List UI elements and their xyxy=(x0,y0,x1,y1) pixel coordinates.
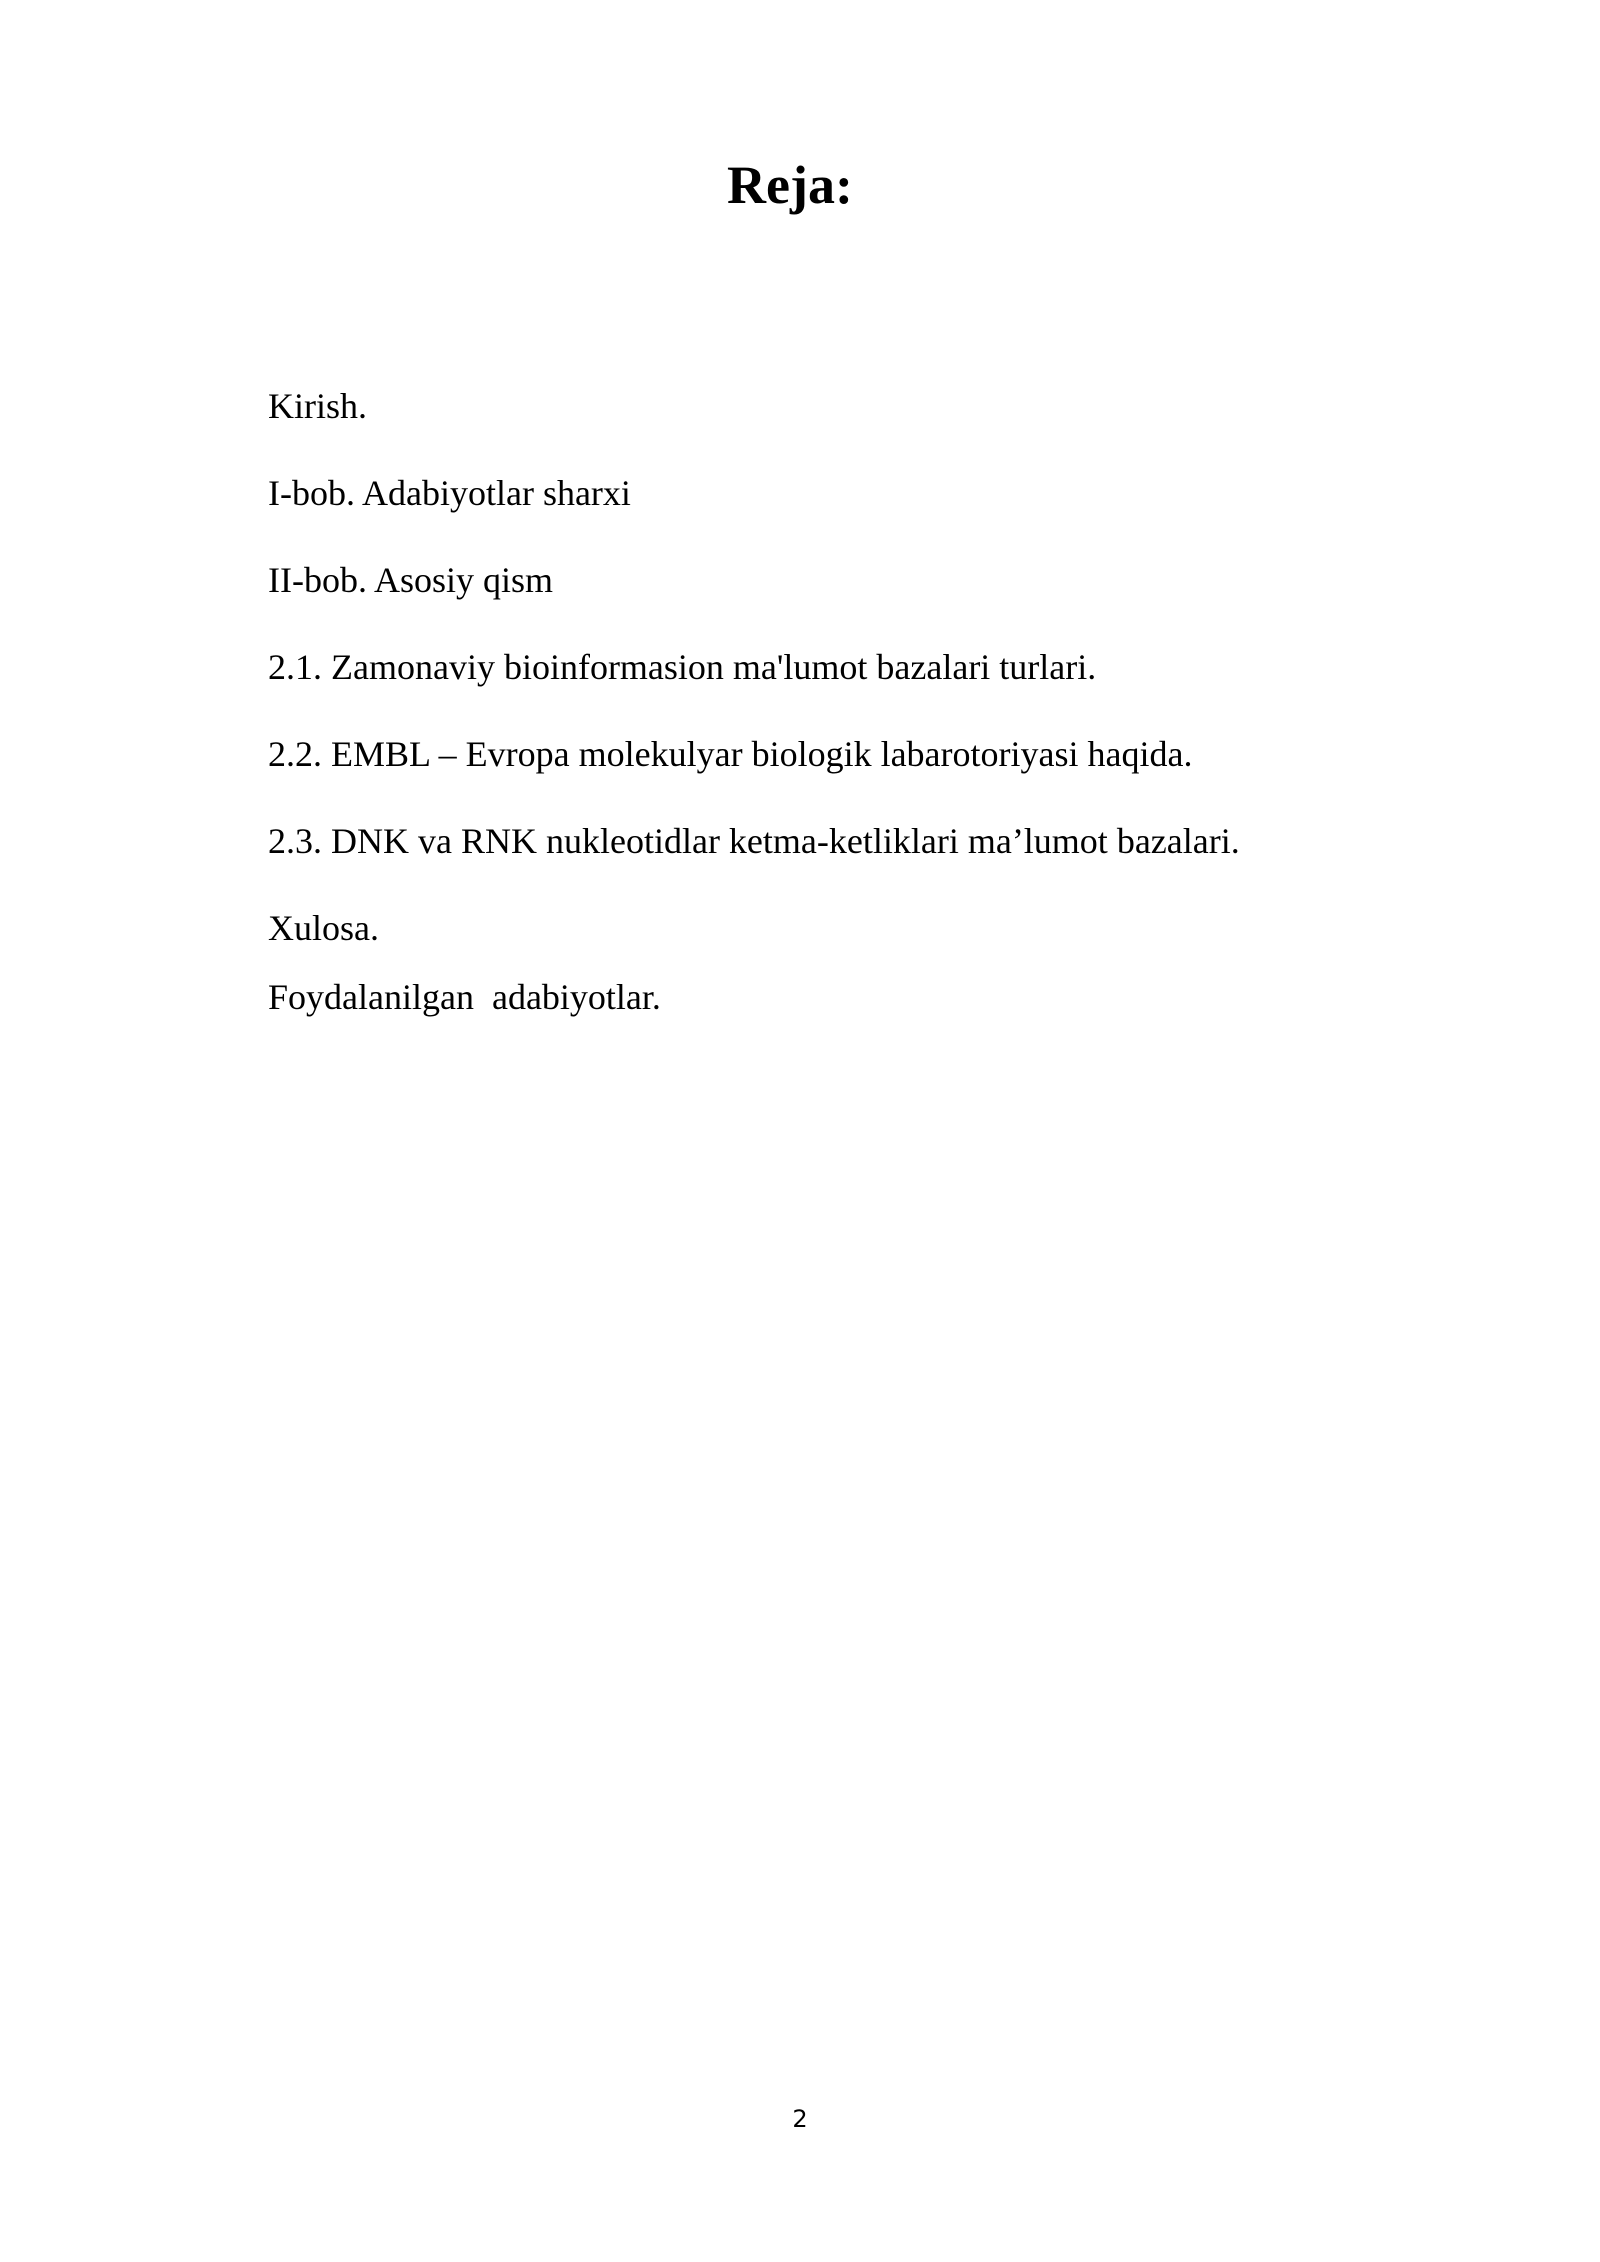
toc-item-section-2-2: 2.2. EMBL – Evropa molekulyar biologik labarotoriyasi haqida. xyxy=(268,734,1193,774)
toc-item-section-2-3: 2.3. DNK va RNK nukleotidlar ketma-ketliklari ma’lumot bazalari. xyxy=(268,821,1240,861)
toc-item-introduction: Kirish. xyxy=(268,386,367,426)
toc-item-chapter-2: II-bob. Asosiy qism xyxy=(268,560,554,600)
page-title: Reja: xyxy=(727,155,853,215)
toc-item-section-2-1: 2.1. Zamonaviy bioinformasion ma'lumot bazalari turlari. xyxy=(268,647,1097,687)
toc-item-conclusion: Xulosa. xyxy=(268,908,379,948)
page-number: 2 xyxy=(792,2105,808,2133)
toc-item-chapter-1: I-bob. Adabiyotlar sharxi xyxy=(268,473,631,513)
toc-item-references: Foydalanilgan adabiyotlar. xyxy=(268,977,661,1017)
